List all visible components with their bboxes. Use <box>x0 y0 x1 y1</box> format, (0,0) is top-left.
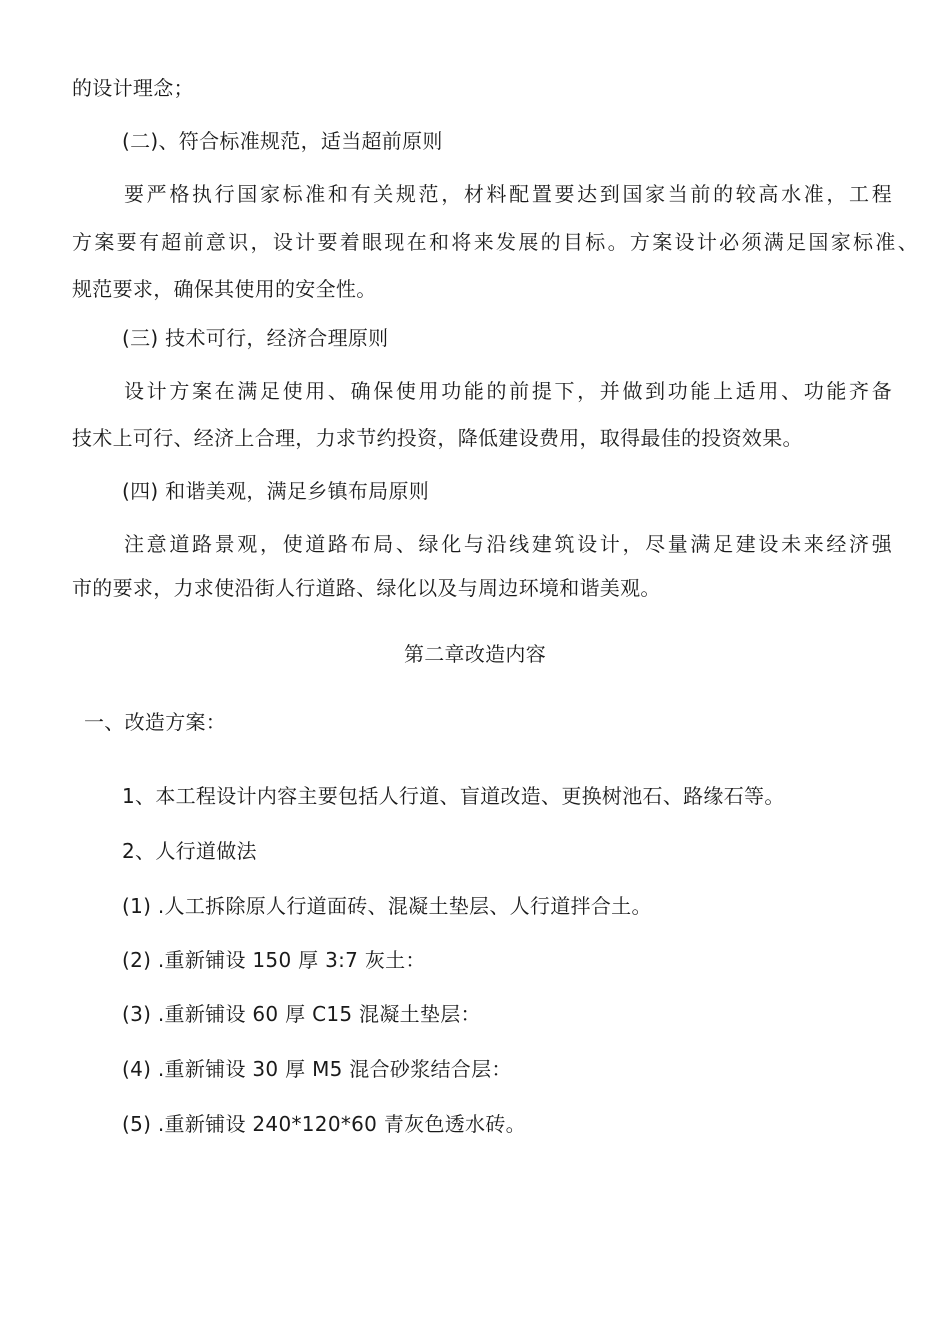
list-item: (4) .重新铺设 30 厚 M5 混合砂浆结合层： <box>122 1057 512 1081</box>
section-title: 一、改造方案： <box>84 710 227 734</box>
section-heading-3: (三) 技术可行，经济合理原则 <box>122 326 389 350</box>
paragraph-line: 的设计理念； <box>72 76 194 100</box>
section-heading-2: (二)、符合标准规范，适当超前原则 <box>122 129 443 153</box>
paragraph-line: 市的要求，力求使沿街人行道路、绿化以及与周边环境和谐美观。 <box>72 576 661 600</box>
paragraph-line: 规范要求，确保其使用的安全性。 <box>72 277 377 301</box>
list-item: (5) .重新铺设 240*120*60 青灰色透水砖。 <box>122 1112 526 1136</box>
paragraph-line: 方案要有超前意识，设计要着眼现在和将来发展的目标。方案设计必须满足国家标准、 <box>72 230 918 254</box>
paragraph-line: 注意道路景观，使道路布局、绿化与沿线建筑设计，尽量满足建设未来经济强 <box>124 532 892 556</box>
paragraph-line: 要严格执行国家标准和有关规范，材料配置要达到国家当前的较高水准，工程 <box>124 182 892 206</box>
list-item: (2) .重新铺设 150 厚 3:7 灰土： <box>122 948 426 972</box>
chapter-title: 第二章改造内容 <box>403 642 547 666</box>
list-item: 2、人行道做法 <box>122 839 257 863</box>
list-item: 1、本工程设计内容主要包括人行道、盲道改造、更换树池石、路缘石等。 <box>122 784 785 808</box>
paragraph-line: 技术上可行、经济上合理，力求节约投资，降低建设费用，取得最佳的投资效果。 <box>72 426 803 450</box>
list-item: (3) .重新铺设 60 厚 C15 混凝土垫层： <box>122 1002 481 1026</box>
paragraph-line: 设计方案在满足使用、确保使用功能的前提下，并做到功能上适用、功能齐备 <box>124 379 892 403</box>
list-item: (1) .人工拆除原人行道面砖、混凝土垫层、人行道拌合土。 <box>122 894 652 918</box>
section-heading-4: (四) 和谐美观，满足乡镇布局原则 <box>122 479 430 503</box>
